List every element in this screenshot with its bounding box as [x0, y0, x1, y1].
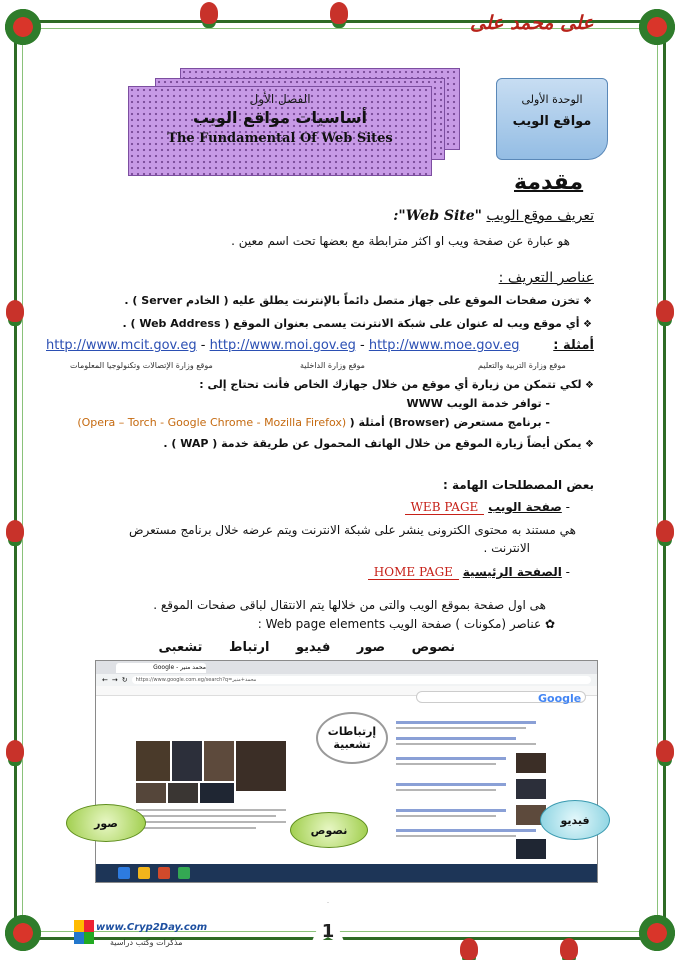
video-thumb[interactable] [516, 839, 546, 859]
example-url[interactable]: http://www.mcit.gov.eg [46, 338, 197, 353]
unit-title: مواقع الويب [512, 114, 592, 129]
corner-ornament [634, 910, 680, 956]
url-caption: موقع وزارة الإتصالات وتكنولوجيا المعلومات [70, 361, 213, 370]
result-photo [136, 783, 166, 803]
author-name: على محمد على [470, 12, 594, 34]
web-page-definition-cont: الانترنت . [483, 541, 530, 555]
term-label: الصفحة الرئيسية [462, 565, 562, 579]
result-text [136, 815, 276, 817]
examples-row: http://www.mcit.gov.eg - http://www.moi.gov.eg - http://www.moe.gov.eg [46, 338, 520, 353]
element-item: نصوص [411, 640, 455, 655]
site-logo-text: www.Cryp2Day.com [96, 922, 208, 933]
result-text [396, 763, 496, 765]
result-photo [172, 741, 202, 781]
callout-video: فيديو [540, 800, 610, 840]
result-text [396, 743, 536, 745]
url-field[interactable]: https://www.google.com.eg/search?q=محمد+منير [132, 676, 591, 684]
result-text [136, 809, 286, 811]
result-photo [168, 783, 198, 803]
flower-ornament [6, 300, 24, 322]
visit-need-www: - توافر خدمة الويب WWW [406, 397, 550, 410]
examples-label: أمثلة : [553, 338, 594, 353]
visit-mobile: ❖ يمكن أيضاً زيارة الموقع من خلال الهاتف المحمول عن طريقة خدمة ( WAP ) . [163, 437, 594, 450]
result-photo [136, 741, 170, 781]
back-icon[interactable]: ← [102, 676, 108, 684]
site-logo-icon [74, 920, 94, 944]
result-link[interactable] [396, 829, 536, 832]
visit-need-browser [77, 416, 550, 429]
callout-images: صور [66, 804, 146, 842]
video-thumb[interactable] [516, 779, 546, 799]
visit-intro: ❖ لكي تتمكن من زيارة أي موقع من خلال جهازك الخاص فأنت تحتاج إلى : [199, 378, 594, 391]
element-item: صور [356, 640, 386, 655]
result-text [396, 789, 496, 791]
term-label: صفحة الويب [488, 500, 562, 514]
chrome-icon[interactable] [178, 867, 190, 879]
corner-ornament [0, 910, 46, 956]
google-logo: Google [538, 692, 582, 705]
chapter-label: الفصل الأول [249, 92, 311, 106]
term-home-page: HOME PAGE الصفحة الرئيسية - [368, 565, 570, 579]
folder-icon[interactable] [138, 867, 150, 879]
banner-text [128, 92, 432, 146]
browser-list: (Opera – Torch - Google Chrome - Mozilla Firefox) [77, 416, 347, 429]
definition-heading-en: "Web Site": [393, 208, 482, 224]
flower-ornament [560, 938, 578, 960]
flower-ornament [330, 2, 348, 24]
term-web-page: WEB PAGE صفحة الويب - [405, 500, 570, 514]
elements-heading: عناصر التعريف : [498, 270, 594, 286]
taskbar [96, 864, 598, 882]
definition-heading-ar: تعريف موقع الويب [486, 208, 594, 224]
result-text [136, 821, 286, 823]
example-url[interactable]: http://www.moi.gov.eg [209, 338, 356, 353]
flower-ornament [460, 938, 478, 960]
url-caption: موقع وزارة الداخلية [300, 361, 365, 370]
result-link[interactable] [396, 757, 506, 760]
video-thumb[interactable] [516, 753, 546, 773]
browser-name: Google Chrome [167, 416, 254, 429]
page-elements-heading [258, 617, 555, 631]
flower-ornament [6, 520, 24, 542]
bullet-server: ❖ تخزن صفحات الموقع على جهاز متصل دائماً بالإنترنت يطلق عليه ( الخادم Server ) . [124, 294, 592, 307]
page-elements-heading-text: عناصر (مكونات ) صفحة الويب Web page elements : [257, 617, 542, 631]
term-en: WEB PAGE [405, 500, 485, 515]
element-item: فيديو [296, 640, 331, 655]
home-page-definition: هى اول صفحة بموقع الويب والتى من خلالها يتم الانتقال لباقى صفحات الموقع . [153, 598, 546, 612]
media-icon[interactable] [158, 867, 170, 879]
flower-ornament [656, 740, 674, 762]
result-text [396, 835, 516, 837]
unit-box [496, 78, 608, 160]
browser-tab[interactable]: محمد منير - Google [116, 663, 206, 673]
site-logo-tag: مذكرات وكتب دراسية [110, 938, 183, 947]
result-photo [200, 783, 234, 803]
bullet-icon: ✿ [541, 617, 555, 631]
flower-ornament [6, 740, 24, 762]
forward-icon[interactable]: → [111, 676, 118, 684]
example-url[interactable]: http://www.moe.gov.eg [368, 338, 520, 353]
result-text [396, 727, 526, 729]
result-photo [236, 741, 286, 791]
browser-name: Opera [81, 416, 116, 429]
result-photo [204, 741, 234, 781]
chapter-title-en: The Fundamental Of Web Sites [167, 131, 393, 146]
flower-ornament [200, 2, 218, 24]
page-number: 1 [321, 921, 335, 942]
result-link[interactable] [396, 809, 506, 812]
callout-texts: نصوص [290, 812, 368, 848]
element-item: ارتباط تشعبى [158, 640, 270, 655]
result-text [396, 815, 496, 817]
callout-hyperlinks: إرتباطات تشعبية [316, 712, 388, 764]
corner-ornament [634, 4, 680, 50]
intro-heading: مقدمة [514, 170, 584, 195]
browser-name: Mozilla Firefox [264, 416, 342, 429]
chapter-title: أساسيات مواقع الويب [192, 108, 367, 127]
terms-heading: بعض المصطلحات الهامة : [442, 478, 594, 492]
corner-ornament [0, 4, 46, 50]
start-icon[interactable] [118, 867, 130, 879]
page-elements-list [159, 640, 455, 655]
unit-label: الوحدة الأولى [521, 93, 583, 106]
tab-bar [96, 661, 597, 674]
flower-ornament [656, 520, 674, 542]
url-caption: موقع وزارة التربية والتعليم [478, 361, 566, 370]
reload-icon[interactable]: ↻ [121, 676, 128, 684]
result-link[interactable] [396, 721, 536, 724]
browser-label: - برنامج مستعرض (Browser) أمثلة ( [349, 416, 550, 429]
result-link[interactable] [396, 783, 506, 786]
web-page-definition: هي مستند به محتوى الكترونى ينشر على شبكة الانترنت ويتم عرضه خلال برنامج مستعرض [128, 523, 576, 537]
address-bar [96, 674, 597, 686]
result-text [136, 827, 256, 829]
definition-text: هو عبارة عن صفحة ويب او اكثر مترابطة مع بعضها تحت اسم معين . [231, 234, 570, 248]
browser-name: Torch [127, 416, 157, 429]
result-link[interactable] [396, 737, 516, 740]
term-en: HOME PAGE [368, 565, 459, 580]
bullet-address: ❖ أي موقع ويب له عنوان على شبكة الانترنت يسمى بعنوان الموقع ( Web Address ) . [122, 317, 592, 330]
browser-screenshot [95, 660, 598, 883]
flower-ornament [656, 300, 674, 322]
definition-heading [393, 208, 594, 224]
